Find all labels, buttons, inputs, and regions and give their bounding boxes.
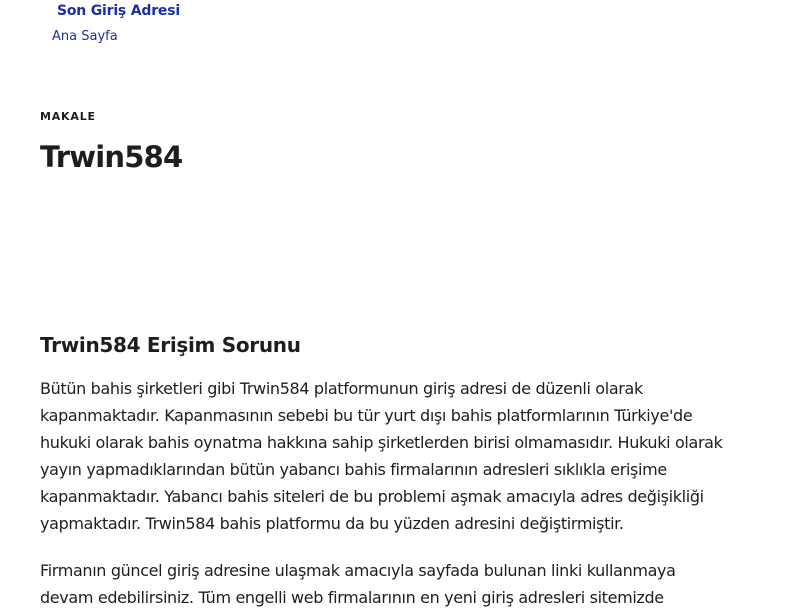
article-paragraph: Bütün bahis şirketleri gibi Trwin584 platformunun giriş adresi de düzenli olarak kapanmaktadır. Kapanmasının sebebi bu tür yurt dışı bahis platformlarının Türkiye'de hukuki olarak bahis oynatma hakkına sahip şirketlerden birisi olmamasıdır. Hukuki olarak yayın yapmadıklarından bütün yabancı bahis firmalarının adresleri sıklıkla erişime kapanmaktadır. Yabancı bahis siteleri de bu problemi aşmak amacıyla adres değişikliği yapmaktadır. Trwin584 bahis platformu da bu yüzden adresini değiştirmiştir. [40,379,723,533]
site-title-link[interactable]: Son Giriş Adresi [57,3,180,19]
section-heading: Trwin584 Erişim Sorunu [40,333,301,357]
post-title: Trwin584 [40,140,183,174]
nav-home-link[interactable]: Ana Sayfa [52,29,118,44]
article-paragraph: Firmanın güncel giriş adresine ulaşmak amacıyla sayfada bulunan linki kullanmaya devam edebilirsiniz. Tüm engelli web firmalarının en yeni giriş adresleri sitemizde [40,561,676,607]
post-category[interactable]: MAKALE [40,110,96,123]
